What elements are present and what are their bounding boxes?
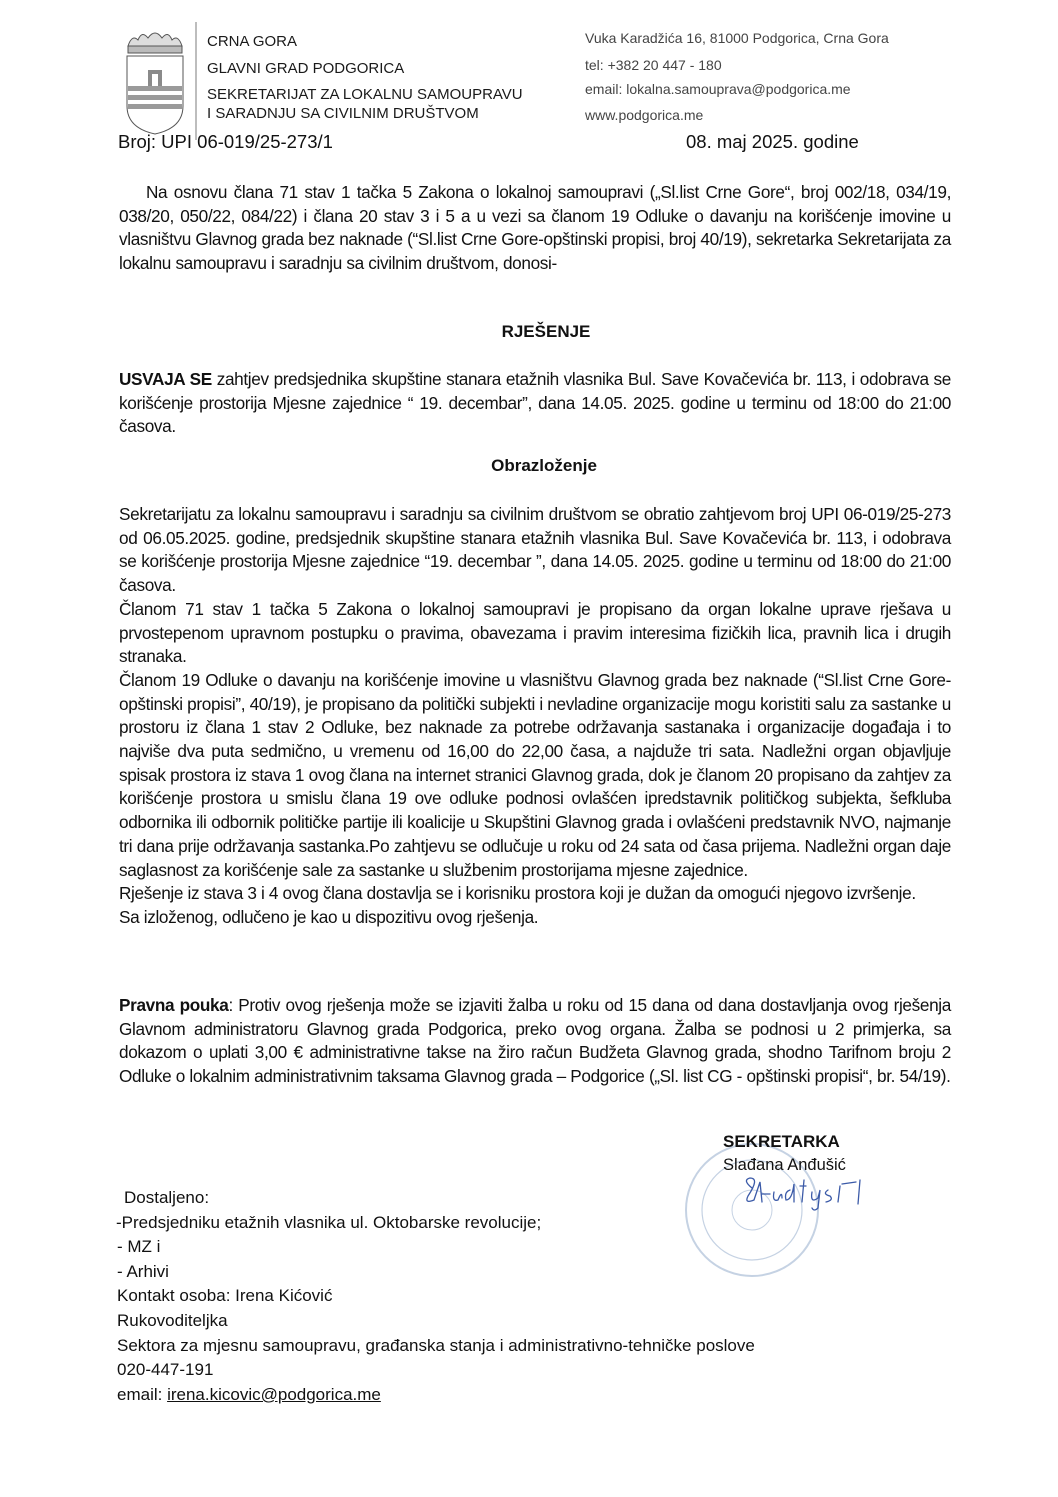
contact-phone: 020-447-191 xyxy=(117,1360,214,1380)
reasoning-paragraph: Sekretarijatu za lokalnu samoupravu i saradnju sa civilnim društvom se obratio zahtjevom broj UPI 06-019/25-273 od 06.05.2025. godine, predsjednik skupštine stanara etažnih vlasnika Bul. Save Kovačevića br. 113, i odobrava se korišćenje prostorija Mjesne zajednice “19. decembar ”, dana 14.05. 2025. godine u terminu od 18:00 do 21:00 časova. xyxy=(119,504,951,596)
header-divider xyxy=(195,22,197,140)
reasoning-section xyxy=(119,503,951,930)
distribution-label: Dostaljeno: xyxy=(124,1188,210,1207)
legal-notice xyxy=(119,994,951,1089)
contact-person: Kontakt osoba: Irena Kićović xyxy=(117,1286,333,1306)
distribution-item: - MZ i xyxy=(117,1237,161,1257)
decision-title: RJEŠENJE xyxy=(501,322,591,341)
dispositive-lead: USVAJA SE xyxy=(119,369,212,389)
distribution-item: -Predsjedniku etažnih vlasnika ul. Oktobarske revolucije; xyxy=(116,1212,542,1232)
reasoning-paragraph: Članom 19 Odluke o davanju na korišćenje imovine u vlasništvu Glavnog grada bez naknade (“Sl.list Crne Gore-opštinski propisi”, 40/19), je propisano da politički subjekti i nevladine organizacije mogu koristiti salu za sastanke u prostoru iz člana 1 stav 2 Odluke, bez naknade za potrebe održavanja sastanaka i organizacije događaja i to najviše dva puta sedmično, u vremenu od 16,00 do 22,00 časa, a najduže tri sata. Nadležni organ objavljuje spisak prostora iz stava 1 ovog člana na internet stranici Glavnog grada, dok je članom 20 propisano da zahtjev za korišćenje prostora u smislu člana 19 ove odluke podnosi ovlašćen ipredstavnik političkog subjekta, šefkluba odbornika ili odbornik političke partije ili koalicije u Skupštini Glavnog grada i ovlašćeni predstavnik NVO, najmanje tri dana prije održavanja sastanka.Po zahtjevu se odlučuje u roku od 24 sata od časa prijema. Nadležni organ daje saglasnost za korišćenje sale za sastanke u službenim prostorijama mjesne zajednice. xyxy=(119,669,951,880)
country-name: CRNA GORA xyxy=(207,33,298,50)
address: Vuka Karadžića 16, 81000 Podgorica, Crna Gora xyxy=(585,30,889,46)
contact-email-line xyxy=(117,1383,755,1408)
distribution-block xyxy=(117,1186,755,1407)
distribution-item: - Arhivi xyxy=(117,1261,169,1281)
podgorica-coat-of-arms-icon xyxy=(124,28,186,136)
contact-role: Rukovoditeljka xyxy=(117,1310,228,1330)
reasoning-paragraph: Članom 71 stav 1 tačka 5 Zakona o lokalnoj samoupravi je propisano da organ lokalne uprave rješava u prvostepenom upravnom postupku o pravima, obavezama i pravim interesima fizičkih lica, pravnih lica i drugih stranaka. xyxy=(119,598,951,667)
signatory-title: SEKRETARKA xyxy=(723,1132,840,1151)
reasoning-title: Obrazloženje xyxy=(491,456,597,475)
document-date: 08. maj 2025. godine xyxy=(686,131,859,152)
dispositive-paragraph xyxy=(119,368,951,439)
dispositive-text: zahtjev predsjednika skupštine stanara etažnih vlasnika Bul. Save Kovačevića br. 113, i odobrava se korišćenje prostorija Mjesne zajednice “ 19. decembar”, dana 14.05. 2025. godine u terminu od 18:00 do 21:00 časova. xyxy=(119,369,951,437)
legal-notice-lead: Pravna pouka xyxy=(119,995,229,1015)
city-name: GLAVNI GRAD PODGORICA xyxy=(207,60,405,77)
reasoning-paragraph: Rješenje iz stava 3 i 4 ovog člana dostavlja se i korisniku prostora koji je dužan da omogući njegovo izvršenje. xyxy=(119,883,916,904)
phone: tel: +382 20 447 - 180 xyxy=(585,57,722,73)
secretariat-name-line2: I SARADNJU SA CIVILNIM DRUŠTVOM xyxy=(207,105,479,122)
website[interactable]: www.podgorica.me xyxy=(585,107,704,123)
signatory-name: Slađana Anđušić xyxy=(723,1156,846,1174)
legal-notice-text: : Protiv ovog rješenja može se izjaviti žalba u roku od 15 dana od dana dostavljanja ovog rješenja Glavnom administratoru Glavnog grada Podgorica, preko ovog organa. Žalba se podnosi u 2 primjerka, sa dokazom o uplati 3,00 € administrativne takse na žiro račun Budžeta Glavnog grada, shodno Tarifnom broju 2 Odluke o lokalnim administrativnim taksama Glavnog grada – Podgorice („Sl. list CG - opštinski propisi“, br. 54/19). xyxy=(119,995,951,1087)
intro-paragraph: Na osnovu člana 71 stav 1 tačka 5 Zakona o lokalnoj samoupravi („Sl.list Crne Gore“, broj 002/18, 034/19, 038/20, 050/22, 084/22) i člana 20 stav 3 i 5 a u vezi sa članom 19 Odluke o davanju na korišćenje imovine u vlasništvu Glavnog grada bez naknade (“Sl.list Crne Gore-opštinski propisi, broj 40/19), sekretarka Sekretarijata za lokalnu samoupravu i saradnju sa civilnim društvom, donosi- xyxy=(119,182,951,274)
signature-block xyxy=(723,1132,846,1175)
contact-email-label: email: xyxy=(117,1384,168,1404)
signature-scribble-icon xyxy=(740,1170,880,1215)
contact-email-link[interactable]: irena.kicovic@podgorica.me xyxy=(167,1384,381,1404)
contact-sector: Sektora za mjesnu samoupravu, građanska stanja i administrativno-tehničke poslove xyxy=(117,1335,755,1355)
secretariat-name-line1: SEKRETARIJAT ZA LOKALNU SAMOUPRAVU xyxy=(207,86,523,103)
email[interactable]: email: lokalna.samouprava@podgorica.me xyxy=(585,81,851,97)
reasoning-paragraph: Sa izloženog, odlučeno je kao u dispozitivu ovog rješenja. xyxy=(119,906,539,927)
reference-number: Broj: UPI 06-019/25-273/1 xyxy=(118,131,333,152)
